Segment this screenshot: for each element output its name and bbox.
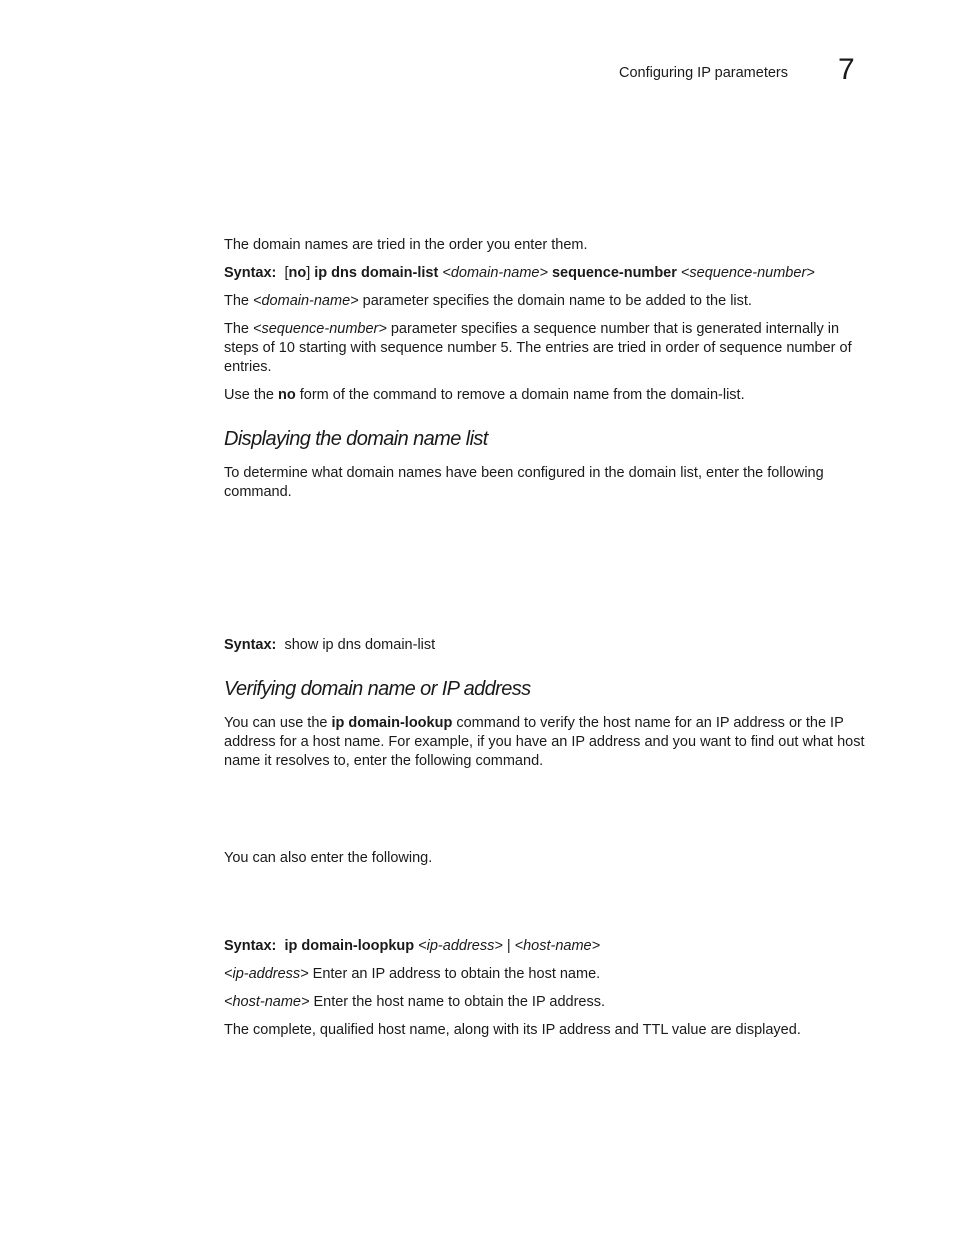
show-domain-list-syntax: [224, 636, 874, 655]
ip-domain-lookup-keyword: ip domain-lookup: [331, 715, 453, 731]
displaying-para: To determine what domain names have been configured in the domain list, enter the following command.: [224, 465, 824, 500]
heading-displaying-domain-list: Displaying the domain name list: [224, 428, 488, 450]
text-fragment: Use the: [224, 387, 278, 403]
param-sequence-number: <sequence-number>: [253, 321, 387, 337]
summary-para: The complete, qualified host name, along with its IP address and TTL value are displayed.: [224, 1022, 801, 1038]
text-fragment: form of the command to remove a domain name from the domain-list.: [295, 387, 745, 403]
syntax-keyword-sequence-number: sequence-number: [551, 265, 677, 281]
also-enter-para: You can also enter the following.: [224, 850, 433, 866]
syntax-bracket-open: [: [284, 265, 289, 281]
heading-verifying-domain: Verifying domain name or IP address: [224, 678, 531, 700]
param-host-name: <host-name>: [224, 994, 310, 1010]
text-fragment: parameter specifies the domain name to be added to the list.: [358, 293, 752, 309]
syntax-param-host-name: <host-name>: [514, 938, 601, 954]
syntax-param-ip-address: <ip-address>: [418, 938, 503, 954]
text-fragment: You can use the: [224, 715, 332, 731]
syntax-label: Syntax:: [224, 637, 277, 653]
text-fragment: The: [224, 293, 254, 309]
syntax-param-sequence-number: <sequence-number>: [680, 265, 815, 281]
text-fragment: command to verify the host name for an IP address or the IP address for a host name. For example, if you have an IP address and you want to find out what host name it resolves to, enter the following command.: [224, 715, 865, 769]
domain-name-param-desc: [224, 292, 874, 311]
text-fragment: The: [224, 321, 254, 337]
text-fragment: Enter the host name to obtain the IP address.: [309, 994, 606, 1010]
syntax-label: Syntax:: [224, 938, 277, 954]
sequence-number-param-desc: [224, 320, 874, 377]
text-fragment: parameter specifies a sequence number that is generated internally in steps of 10 starting with sequence number 5. The entries are tried in order of sequence number of entries.: [224, 321, 852, 375]
verifying-para: [224, 714, 874, 771]
domain-lookup-syntax: [224, 937, 874, 956]
param-domain-name: <domain-name>: [253, 293, 359, 309]
running-header-title: Configuring IP parameters: [619, 65, 788, 81]
syntax-bracket-close: ]: [306, 265, 311, 281]
syntax-separator: |: [502, 938, 515, 954]
no-keyword: no: [278, 387, 296, 403]
text-fragment: Enter an IP address to obtain the host name.: [308, 966, 601, 982]
syntax-no-keyword: no: [288, 265, 307, 281]
syntax-command: show ip dns domain-list: [284, 637, 436, 653]
syntax-command: ip domain-loopkup: [284, 938, 415, 954]
param-ip-address: <ip-address>: [224, 966, 309, 982]
no-form-desc: [224, 386, 874, 405]
syntax-label: Syntax:: [224, 265, 277, 281]
domain-list-syntax: [224, 264, 874, 283]
syntax-command: ip dns domain-list: [314, 265, 439, 281]
host-name-param-desc: [224, 993, 874, 1012]
domain-order-intro: The domain names are tried in the order you enter them.: [224, 237, 588, 253]
chapter-number: 7: [838, 53, 855, 86]
syntax-param-domain-name: <domain-name>: [442, 265, 548, 281]
ip-address-param-desc: [224, 965, 874, 984]
